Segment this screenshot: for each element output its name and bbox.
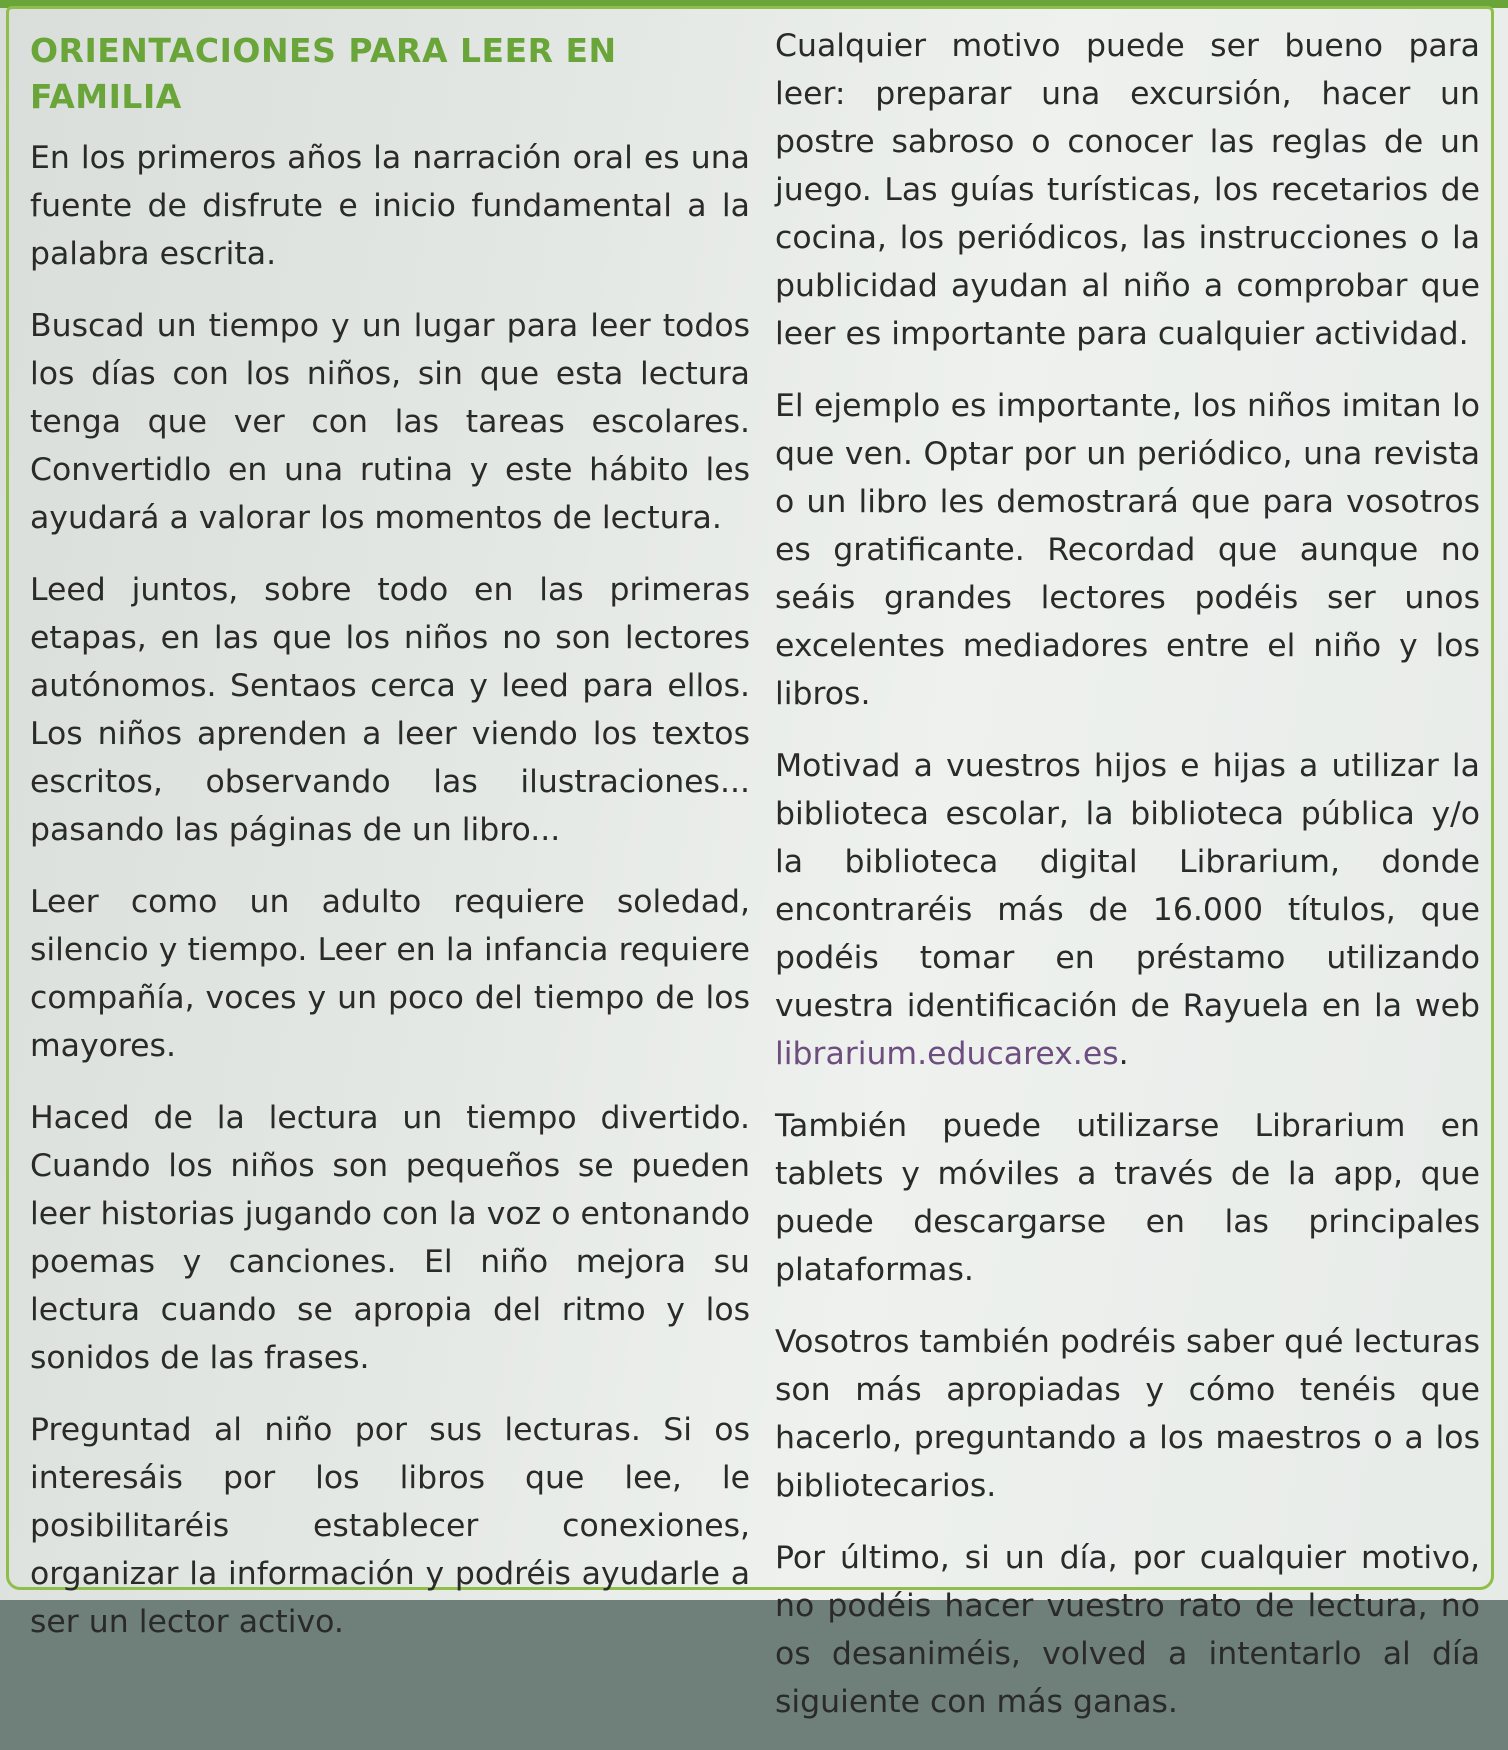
paragraph-oral-narration: En los primeros años la narración oral es una fuente de disfrute e inicio fundamental a la palabra escrita. xyxy=(30,140,750,272)
paragraph-ask-child: Preguntad al niño por sus lecturas. Si os interesáis por los libros que lee, le posibilitaréis establecer conexiones, organizar la información y podréis ayudarle a ser un lector activo. xyxy=(30,1412,750,1640)
link-suffix: . xyxy=(1118,1036,1129,1072)
librarium-link[interactable]: librarium.educarex.es xyxy=(775,1036,1119,1072)
left-column xyxy=(30,28,750,1670)
library-text: Motivad a vuestros hijos e hijas a utilizar la biblioteca escolar, la biblioteca pública y/o la biblioteca digital Librarium, donde encontraréis más de 16.000 títulos, que podéis tomar en préstamo utilizando vuestra identificación de Rayuela en la web xyxy=(775,748,1480,1024)
paragraph-example: El ejemplo es importante, los niños imitan lo que ven. Optar por un periódico, una revista o un libro les demostrará que para vosotros es gratificante. Recordad que aunque no seáis grandes lectores podéis ser unos excelentes mediadores entre el niño y los libros. xyxy=(775,388,1480,712)
paragraph-any-motive: Cualquier motivo puede ser bueno para leer: preparar una excursión, hacer un postre sabroso o conocer las reglas de un juego. Las guías turísticas, los recetarios de cocina, los periódicos, las instrucciones o la publicidad ayudan al niño a comprobar que leer es importante para cualquier actividad. xyxy=(775,28,1480,352)
paragraph-fun-reading: Haced de la lectura un tiempo divertido. Cuando los niños son pequeños se pueden leer historias jugando con la voz o entonando poemas y canciones. El niño mejora su lectura cuando se apropia del ritmo y los sonidos de las frases. xyxy=(30,1100,750,1376)
paragraph-appropriate-readings: Vosotros también podréis saber qué lecturas son más apropiadas y cómo tenéis que hacerlo, preguntando a los maestros o a los bibliotecarios. xyxy=(775,1324,1480,1504)
paragraph-library xyxy=(775,742,1480,1078)
right-column xyxy=(775,22,1480,1750)
paragraph-adult-reading: Leer como un adulto requiere soledad, silencio y tiempo. Leer en la infancia requiere compañía, voces y un poco del tiempo de los mayores. xyxy=(30,884,750,1064)
paragraph-app: También puede utilizarse Librarium en tablets y móviles a través de la app, que puede descargarse en las principales plataformas. xyxy=(775,1108,1480,1288)
paragraph-reading-time: Buscad un tiempo y un lugar para leer todos los días con los niños, sin que esta lectura tenga que ver con las tareas escolares. Convertidlo en una rutina y este hábito les ayudará a valorar los momentos de lectura. xyxy=(30,308,750,536)
paragraph-dont-give-up: Por último, si un día, por cualquier motivo, no podéis hacer vuestro rato de lectura, no os desaniméis, volved a intentarlo al día siguiente con más ganas. xyxy=(775,1540,1480,1720)
paragraph-read-together: Leed juntos, sobre todo en las primeras etapas, en las que los niños no son lectores autónomos. Sentaos cerca y leed para ellos. Los niños aprenden a leer viendo los textos escritos, observando las ilustraciones... pasando las páginas de un libro... xyxy=(30,572,750,848)
page-title: ORIENTACIONES PARA LEER EN FAMILIA xyxy=(30,31,617,116)
